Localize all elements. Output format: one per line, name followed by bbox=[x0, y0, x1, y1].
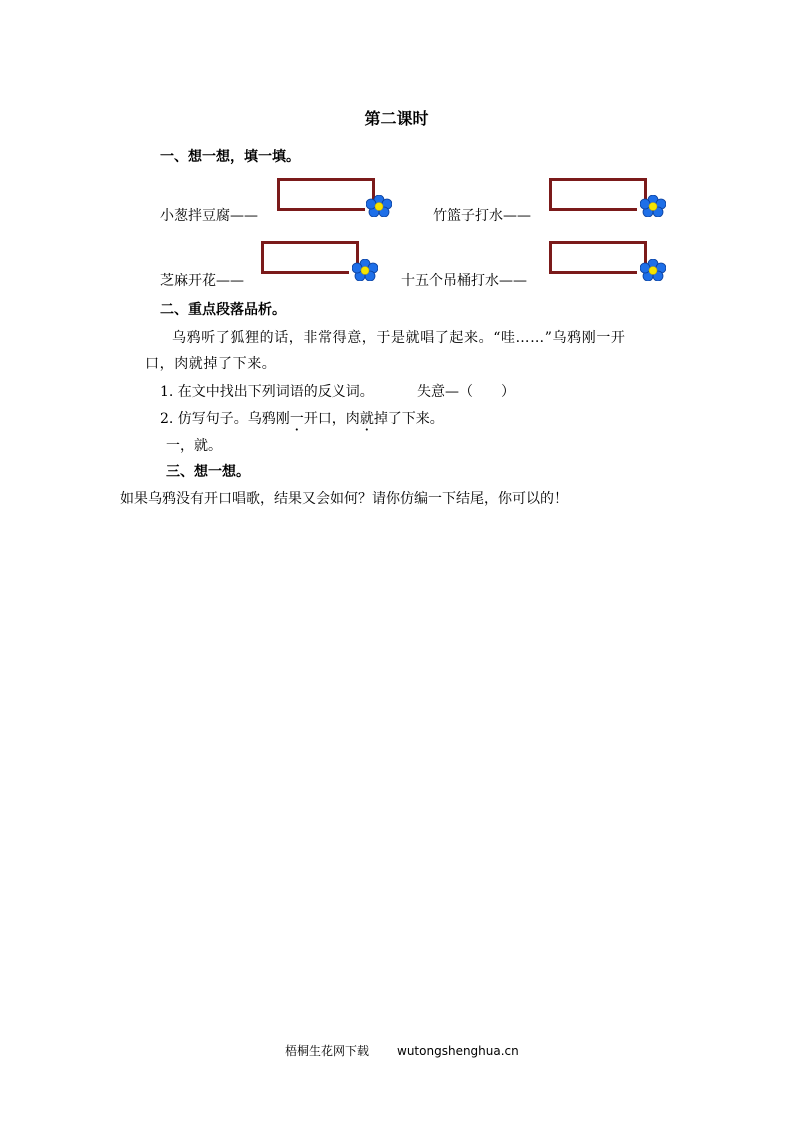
flower-icon bbox=[640, 195, 666, 217]
flower-icon bbox=[366, 195, 392, 217]
idiom-label-3: 芝麻开花—— bbox=[160, 273, 244, 289]
emphasis-char-jiu: 就 bbox=[359, 411, 374, 427]
page-title: 第二课时 bbox=[364, 109, 429, 128]
footer-text: 梧桐生花网下载 bbox=[285, 1044, 370, 1058]
answer-box-1[interactable] bbox=[277, 178, 375, 211]
footer bbox=[285, 1042, 519, 1059]
section-3-prompt: 如果乌鸦没有开口唱歌，结果又会如何？请你仿编一下结尾，你可以的！ bbox=[120, 491, 568, 507]
question-1: 1. 在文中找出下列词语的反义词。 bbox=[160, 384, 374, 400]
section-2-heading: 二、重点段落品析。 bbox=[160, 302, 286, 318]
answer-box-4[interactable] bbox=[549, 241, 647, 274]
idiom-label-1: 小葱拌豆腐—— bbox=[160, 208, 258, 224]
answer-box-3[interactable] bbox=[261, 241, 359, 274]
flower-icon bbox=[640, 259, 666, 281]
flower-icon bbox=[352, 259, 378, 281]
question-2-suffix: 掉了下来。 bbox=[373, 411, 444, 427]
idiom-label-2: 竹篮子打水—— bbox=[433, 208, 531, 224]
answer-box-2[interactable] bbox=[549, 178, 647, 211]
section-1-heading: 一、想一想，填一填。 bbox=[160, 149, 300, 165]
passage-line-1: 乌鸦听了狐狸的话，非常得意，于是就唱了起来。“哇……”乌鸦刚一开 bbox=[172, 330, 626, 346]
question-2-pattern: 一，就。 bbox=[166, 438, 222, 454]
emphasis-char-yi: 一 bbox=[289, 411, 304, 427]
question-2-prefix: 2. 仿写句子。乌鸦刚 bbox=[160, 411, 290, 427]
passage-line-2: 口，肉就掉了下来。 bbox=[145, 356, 277, 372]
section-3-heading: 三、想一想。 bbox=[166, 464, 250, 480]
question-1-blank[interactable]: 失意—（ ） bbox=[417, 384, 515, 400]
question-2 bbox=[160, 408, 444, 428]
idiom-label-4: 十五个吊桶打水—— bbox=[401, 273, 527, 289]
question-2-mid: 开口，肉 bbox=[303, 411, 360, 427]
footer-url[interactable]: wutongshenghua.cn bbox=[397, 1044, 519, 1058]
